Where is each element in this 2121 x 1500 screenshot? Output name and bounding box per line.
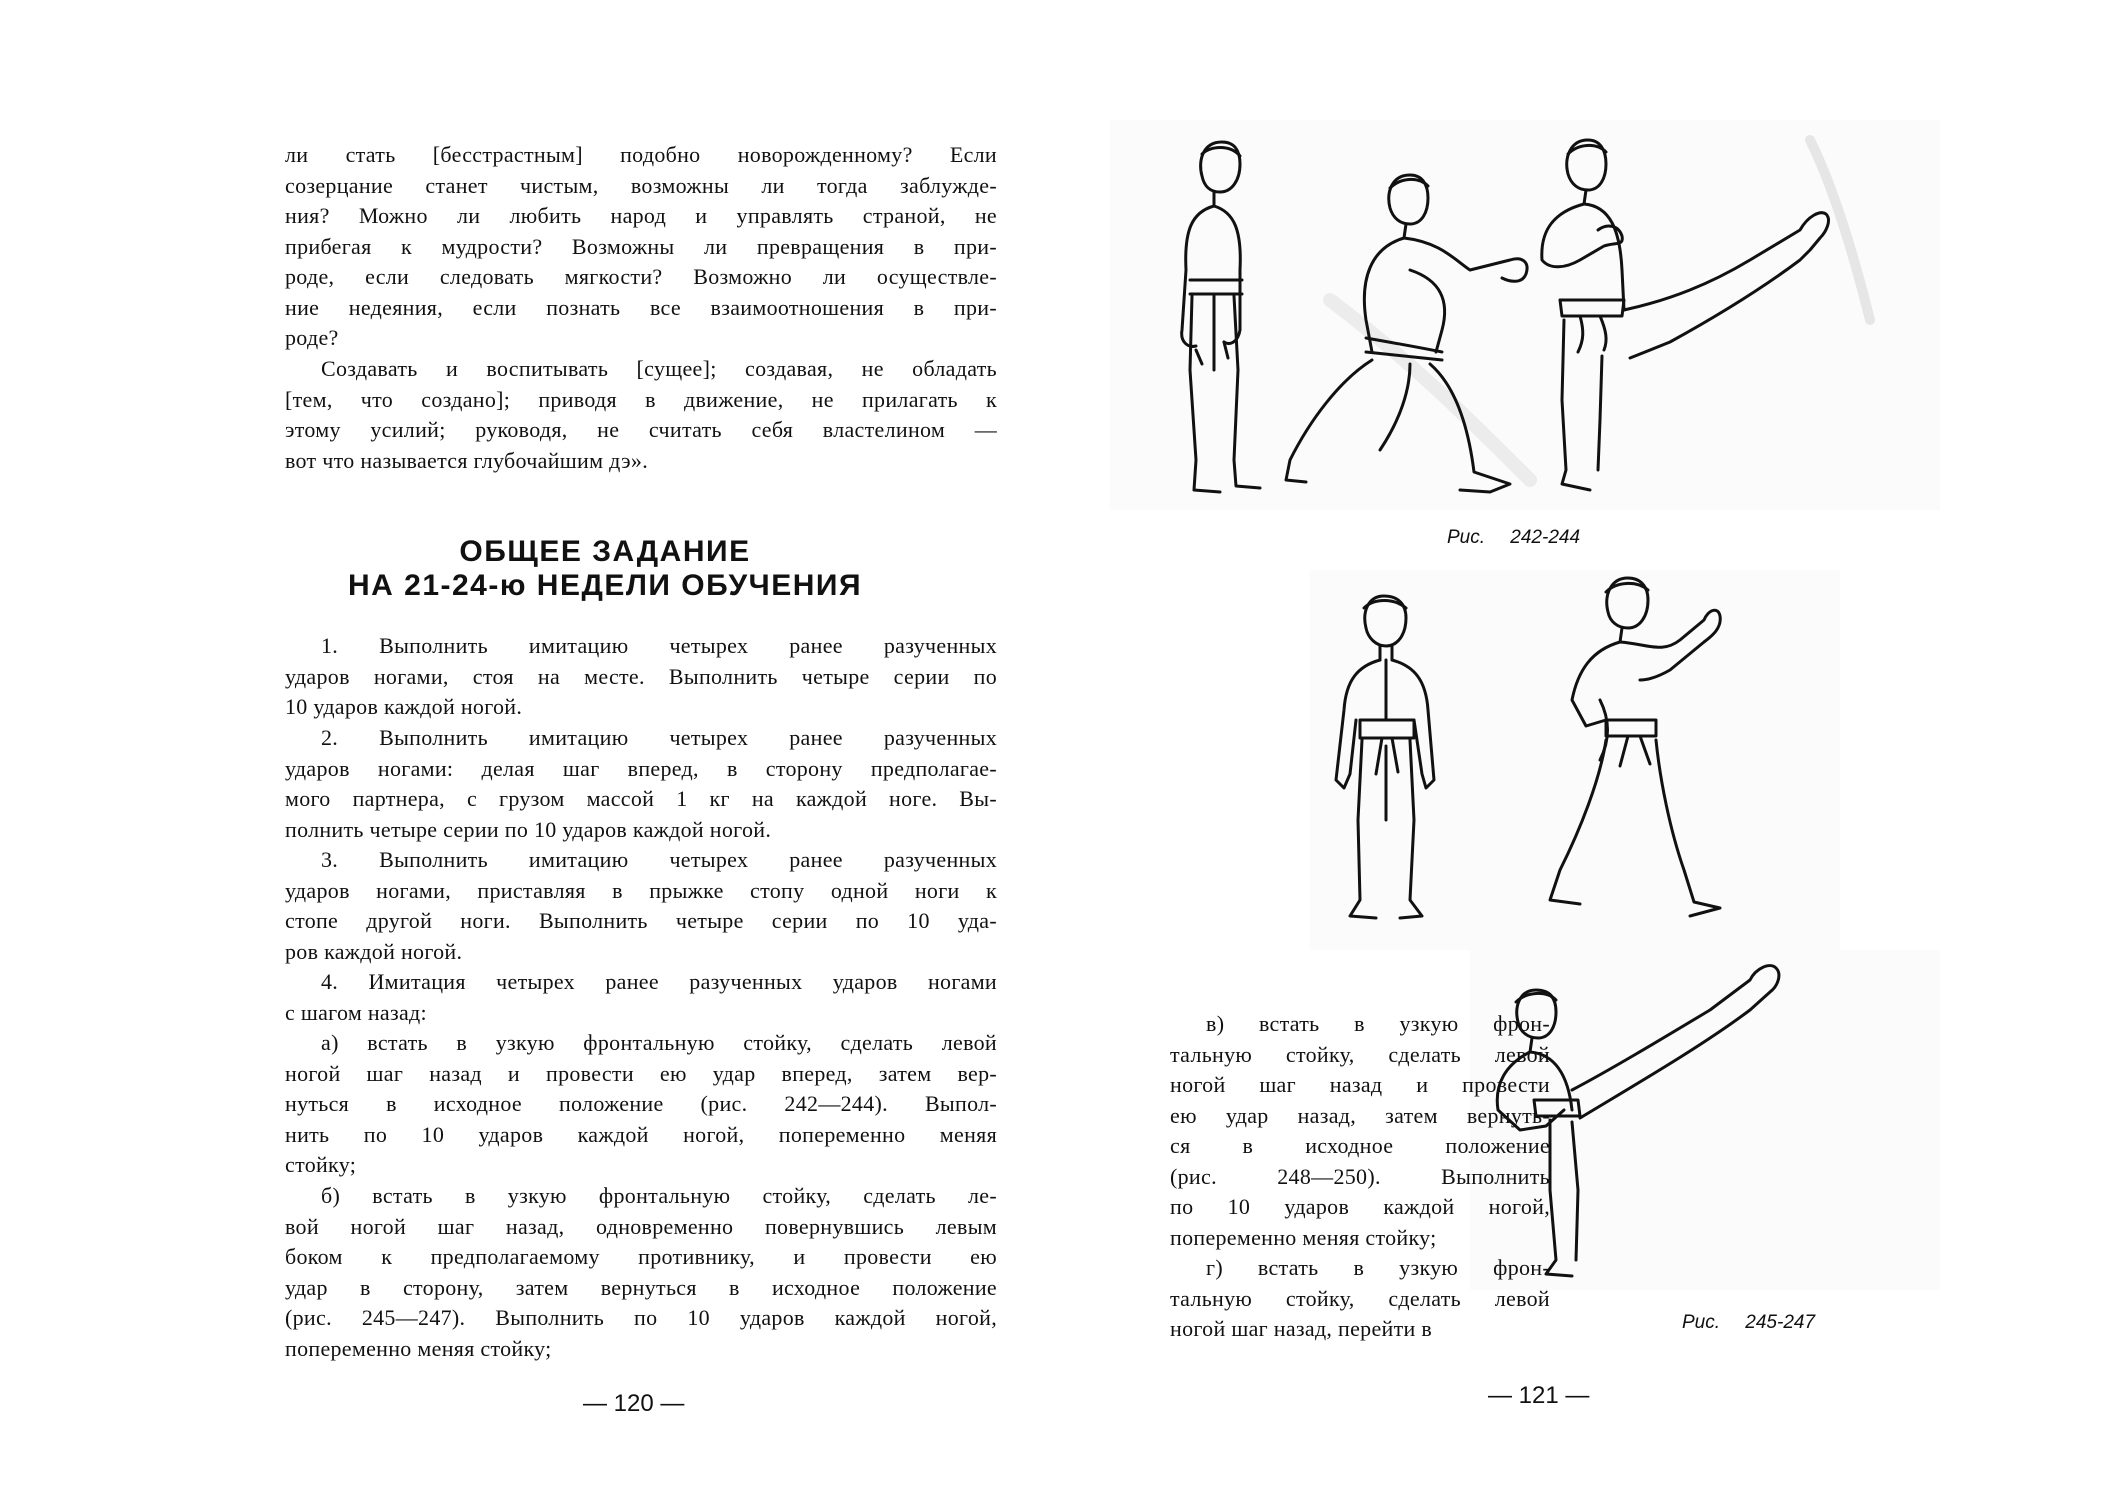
text-line: а) встать в узкую фронтальную стойку, сделать левой (321, 1030, 997, 1055)
text-line: тальную стойку, сделать левой (1170, 1041, 1550, 1067)
top-paragraph (285, 140, 997, 354)
text-line: мого партнера, с грузом массой 1 кг на каждой ноге. Вы- (285, 786, 997, 811)
figure-242-244 (1110, 120, 1940, 510)
text-line: ногой шаг назад и провести ею удар вперед, затем вер- (285, 1060, 997, 1086)
text-line: г) встать в узкую фрон- (1206, 1255, 1550, 1280)
right-page (1060, 0, 2121, 1500)
item-v (1170, 1009, 1550, 1253)
text-line: попеременно меняя стойку; (285, 1335, 552, 1361)
text-line: ею удар назад, затем вернуть- (1170, 1102, 1550, 1128)
text-line: б) встать в узкую фронтальную стойку, сделать ле- (321, 1183, 997, 1208)
text-line: (рис. 245—247). Выполнить по 10 ударов каждой ногой, (285, 1305, 997, 1330)
text-line: стопе другой ноги. Выполнить четыре серии по 10 уда- (285, 908, 997, 933)
text-line: ногой шаг назад, перейти в (1170, 1316, 1433, 1341)
item-b (285, 1181, 997, 1364)
text-line: 3. Выполнить имитацию четырех ранее разученных (321, 847, 997, 872)
left-page (0, 0, 1060, 1500)
text-line: ударов ногами: делая шаг вперед, в сторону предполагае- (285, 755, 997, 781)
item-g (1170, 1253, 1550, 1345)
text-line: роде, если следовать мягкости? Возможно ли осуществле- (285, 264, 997, 289)
caption-figure-245-247: Рис. 245-247 (1682, 1312, 1816, 1333)
text-line: ногой шаг назад и провести (1170, 1072, 1550, 1097)
text-line: вот что называется глубочайшим дэ». (285, 447, 648, 473)
item-a (285, 1028, 997, 1181)
text-line: ров каждой ногой. (285, 938, 463, 964)
text-line: стойку; (285, 1152, 357, 1177)
text-line: (рис. 248—250). Выполнить (1170, 1163, 1550, 1189)
section-heading-line-2: НА 21-24-ю НЕДЕЛИ ОБУЧЕНИЯ (347, 569, 863, 602)
text-line: вой ногой шаг назад, одновременно повернувшись левым (285, 1213, 997, 1239)
text-line: роде? (285, 325, 339, 350)
text-line: с шагом назад: (285, 999, 427, 1025)
text-line: 4. Имитация четырех ранее разученных ударов ногами (321, 969, 997, 994)
text-line: в) встать в узкую фрон- (1206, 1011, 1550, 1036)
text-line: нить по 10 ударов каждой ногой, попеременно меняя (285, 1121, 997, 1147)
text-line: ния? Можно ли любить народ и управлять страной, не (285, 203, 997, 228)
text-line: ние недеяния, если познать все взаимоотношения в при- (285, 294, 997, 320)
text-line: прибегая к мудрости? Возможны ли превращения в при- (285, 233, 997, 259)
text-line: по 10 ударов каждой ногой, (1170, 1194, 1550, 1219)
text-line: тальную стойку, сделать левой (1170, 1285, 1550, 1311)
text-line: 1. Выполнить имитацию четырех ранее разученных (321, 633, 997, 658)
item-2 (285, 723, 997, 845)
text-line: удар в сторону, затем вернуться в исходное положение (285, 1274, 997, 1300)
second-paragraph (285, 354, 997, 476)
text-line: полнить четыре серии по 10 ударов каждой ногой. (285, 816, 772, 842)
text-line: ся в исходное положение (1170, 1133, 1550, 1158)
text-line: ударов ногами, приставляя в прыжке стопу одной ноги к (285, 877, 997, 903)
text-line: 10 ударов каждой ногой. (285, 694, 523, 719)
text-line: ли стать [бесстрастным] подобно новорожденному? Если (285, 142, 997, 167)
caption-figure-242-244: Рис. 242-244 (1447, 527, 1581, 548)
item-3 (285, 845, 997, 967)
page-number-left: — 120 — (583, 1390, 685, 1417)
item-4 (285, 967, 997, 1028)
text-line: [тем, что создано]; приводя в движение, не прилагать к (285, 386, 997, 412)
page-number-right: — 121 — (1488, 1382, 1590, 1409)
item-1 (285, 631, 997, 723)
text-line: попеременно меняя стойку; (1170, 1224, 1437, 1250)
text-line: 2. Выполнить имитацию четырех ранее разученных (321, 725, 997, 750)
text-line: нуться в исходное положение (рис. 242—244). Выпол- (285, 1091, 997, 1116)
text-line: ударов ногами, стоя на месте. Выполнить четыре серии по (285, 663, 997, 689)
text-line: этому усилий; руководя, не считать себя властелином — (285, 417, 997, 442)
text-line: созерцание станет чистым, возможны ли тогда заблужде- (285, 172, 997, 198)
text-line: боком к предполагаемому противнику, и провести ею (285, 1244, 997, 1269)
section-heading-line-1: ОБЩЕЕ ЗАДАНИЕ (459, 535, 751, 568)
text-line: Создавать и воспитывать [сущее]; создавая, не обладать (321, 356, 997, 381)
